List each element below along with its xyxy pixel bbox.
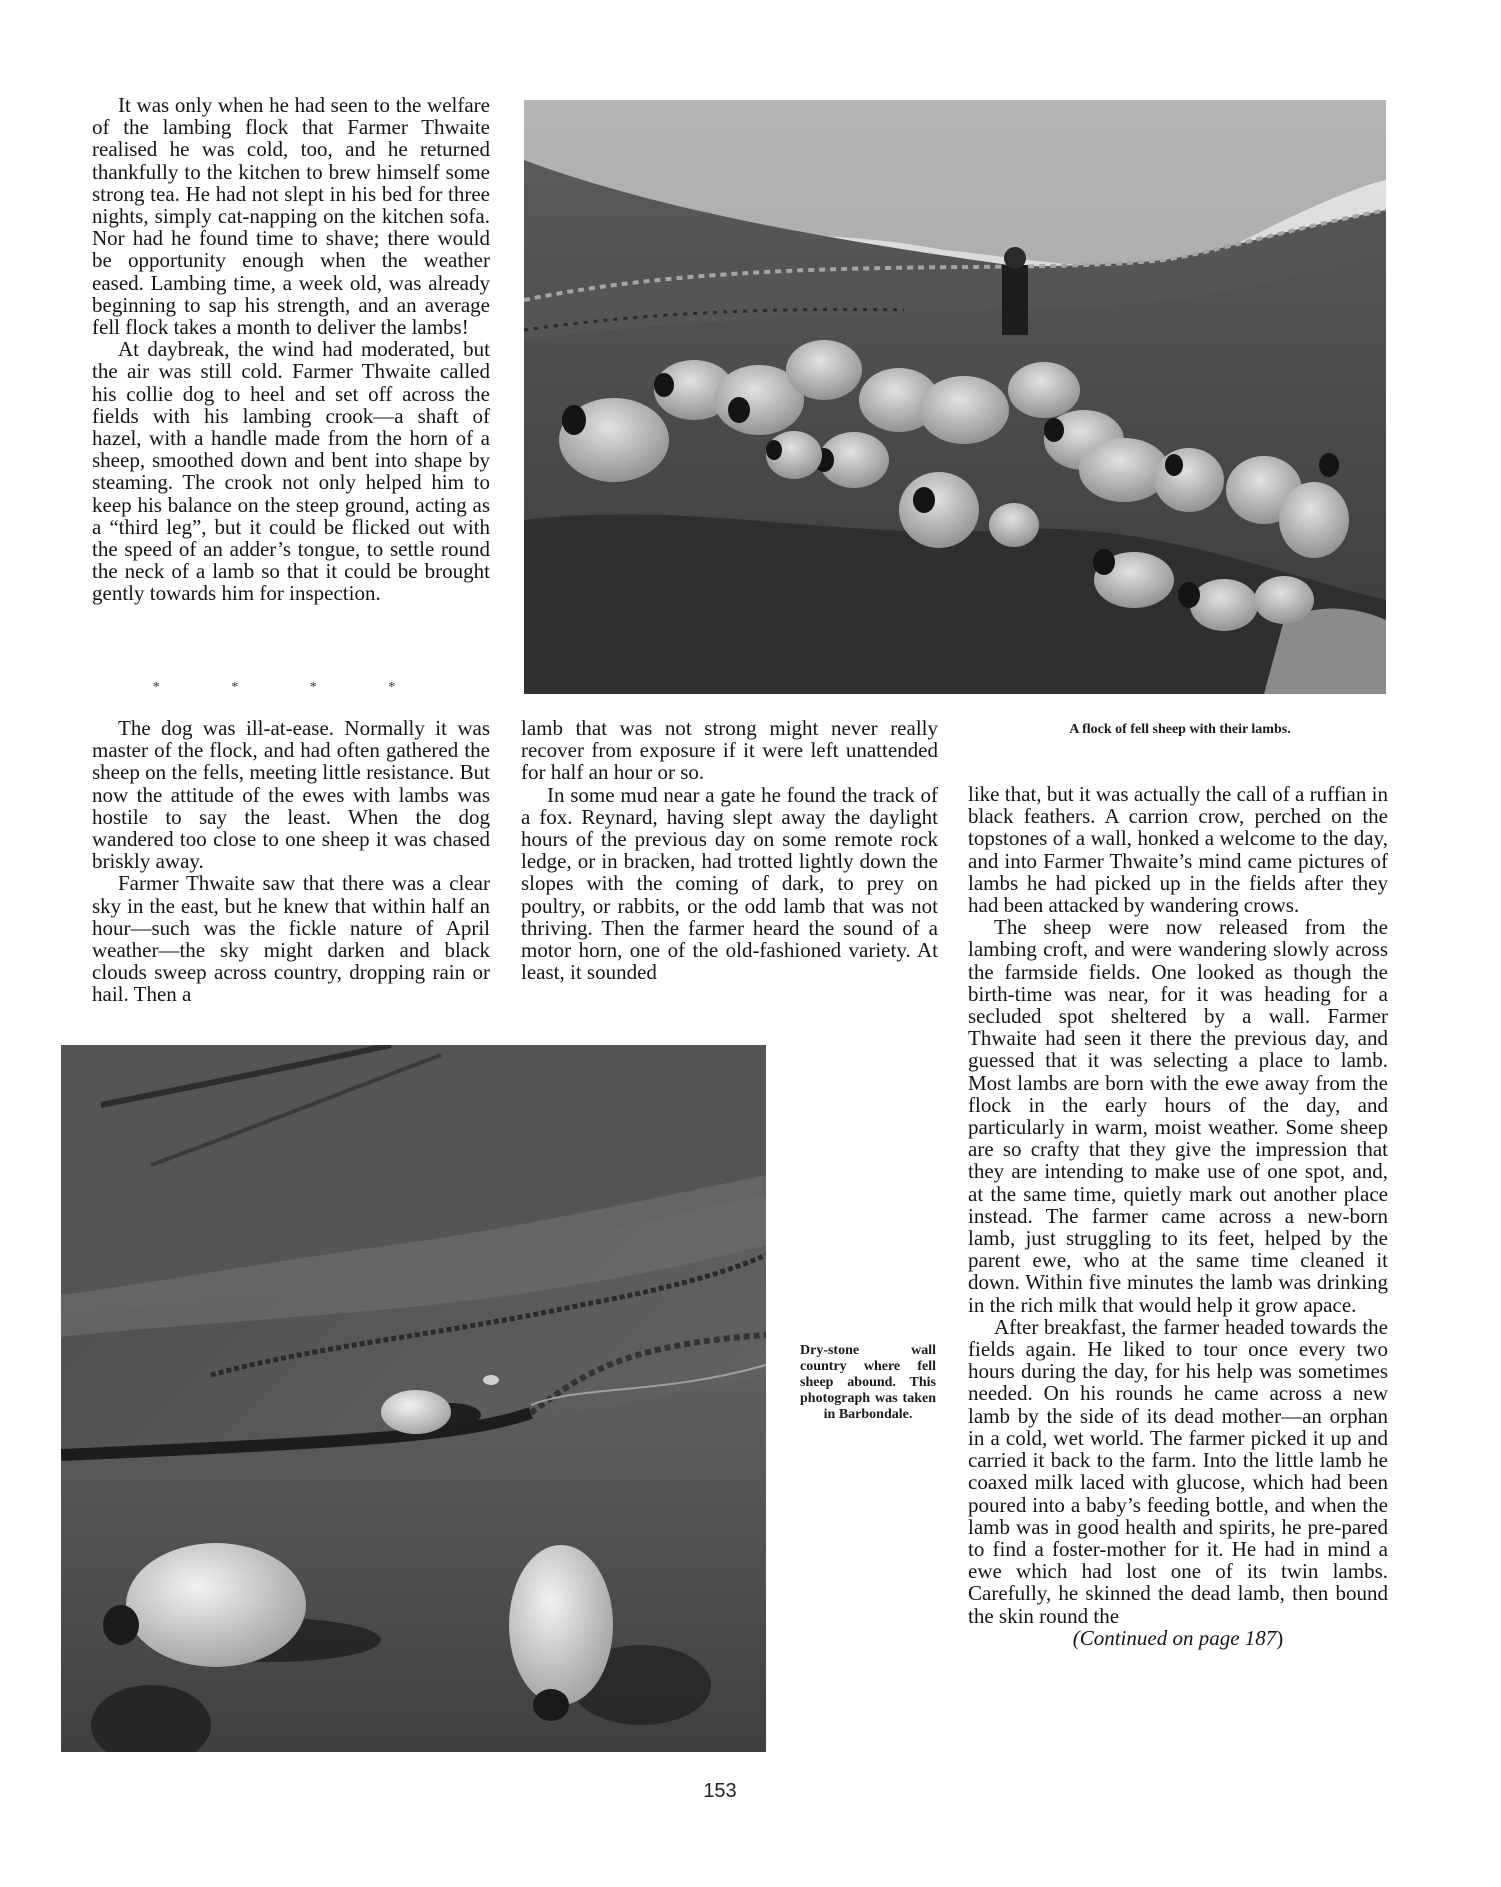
paragraph: The dog was ill-at-ease. Normally it was master of the flock, and had often gathered the sheep on the fells, meeting little resistance. But now the attitude of the ewes with lambs was hostile to say the least. When the dog wandered too close to one sheep it was chased briskly away. — [92, 716, 490, 874]
photo-sheep-flock — [524, 100, 1386, 694]
article-column-1-top — [92, 94, 490, 605]
photo-drystone-country — [61, 1045, 766, 1752]
photo-sheep-flock-image — [524, 100, 1386, 694]
photo-caption-flock: A flock of fell sheep with their lambs. — [1069, 722, 1291, 737]
paragraph: The sheep were now released from the lambing croft, and were wandering slowly across the farmside fields. One looked as though the birth-time was near, for it was heading for a secluded spot sheltered by a wall. Farmer Thwaite had seen it there the previous day, and guessed that it was selecting a place to lamb. Most lambs are born with the ewe away from the flock in the early hours of the day, and particularly in warm, moist weather. Some sheep are so crafty that they give the impression that they are intending to make use of one spot, and, at the same time, quietly mark out another place instead. The farmer came across a new-born lamb, just struggling to its feet, helped by the parent ewe, who at the same time cleaned it down. Within five minutes the lamb was drinking in the rich milk that would help it grow apace. — [968, 915, 1388, 1317]
paragraph: At daybreak, the wind had moderated, but the air was still cold. Farmer Thwaite called his collie dog to heel and set off across the fields with his lambing crook—a shaft of hazel, with a handle made from the horn of a sheep, smoothed down and bent into shape by steaming. The crook not only helped him to keep his balance on the steep ground, acting as a “third leg”, but it could be flicked out with the speed of an adder’s tongue, to settle round the neck of a lamb so that it could be brought gently towards him for inspection. — [92, 337, 490, 606]
paragraph: In some mud near a gate he found the track of a fox. Reynard, having slept away the daylight hours of the previous day on some remote rock ledge, or in bracken, had trotted lightly down the slopes with the coming of dark, to prey on poultry, or rabbits, or the odd lamb that was not thriving. Then the farmer heard the sound of a motor horn, one of the old-fashioned variety. At least, it sounded — [521, 782, 938, 985]
article-column-1-bottom — [92, 717, 490, 1006]
paragraph: lamb that was not strong might never really recover from exposure if it were left unattended for half an hour or so. — [521, 716, 938, 785]
photo-drystone-image — [61, 1045, 766, 1752]
continued-prefix: (Continued on page — [1072, 1625, 1245, 1650]
paragraph: like that, but it was actually the call of a ruffian in black feathers. A carrion crow, perched on the topstones of a wall, honked a welcome to the day, and into Farmer Thwaite’s mind came pictures of lambs he had picked up in the fields after they had been attacked by wandering crows. — [968, 782, 1388, 918]
article-column-2 — [521, 717, 938, 983]
continued-suffix: ) — [1276, 1625, 1284, 1650]
continued-page: 187 — [1244, 1625, 1277, 1650]
paragraph: It was only when he had seen to the welfare of the lambing flock that Farmer Thwaite realised he was cold, too, and he returned thankfully to the kitchen to brew himself some strong tea. He had not slept in his bed for three nights, simply cat-napping on the kitchen sofa. Nor had he found time to shave; there would be opportunity enough when the weather eased. Lambing time, a week old, was already beginning to sap his strength, and an average fell flock takes a month to deliver the lambs! — [92, 93, 490, 340]
continued-note — [968, 1627, 1388, 1649]
paragraph: After breakfast, the farmer headed towards the fields again. He liked to tour once every two hours during the day, for his help was sometimes needed. On his rounds he came across a new lamb by the side of its dead mother—an orphan in a cold, wet world. The farmer picked it up and carried it back to the farm. Into the little lamb he coaxed milk laced with glucose, which had been poured into a baby’s feeding bottle, and when the lamb was in good health and spirits, he pre-pared to find a foster-mother for it. He had in mind a ewe which had lost one of its twin lambs. Carefully, he skinned the dead lamb, then bound the skin round the — [968, 1314, 1388, 1628]
paragraph: Farmer Thwaite saw that there was a clear sky in the east, but he knew that within half an hour—such was the fickle nature of April weather—the sky might darken and black clouds sweep across country, dropping rain or hail. Then a — [92, 871, 490, 1007]
article-column-3 — [968, 783, 1388, 1649]
section-break: * * * * — [152, 680, 430, 695]
photo-caption-drystone: Dry-stone wall country where fell sheep abound. This photograph was taken in Barbondale. — [800, 1343, 936, 1422]
page-number: 153 — [703, 1780, 737, 1802]
